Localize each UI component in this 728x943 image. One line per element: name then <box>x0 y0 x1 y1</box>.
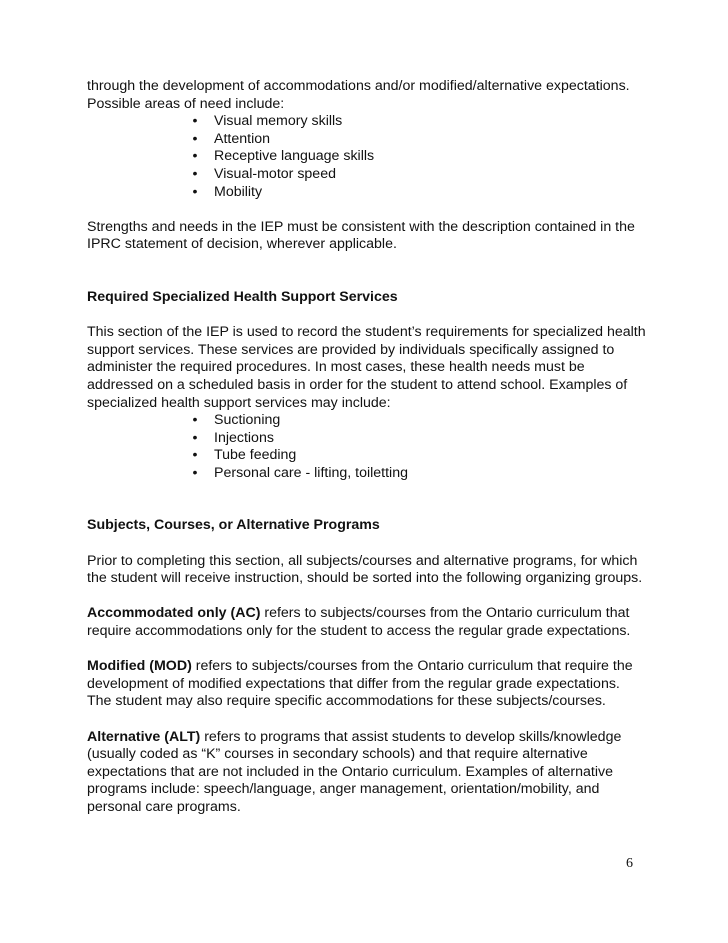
subjects-heading: Subjects, Courses, or Alternative Programs <box>87 517 380 534</box>
bullet-icon: • <box>192 113 198 130</box>
bullet-icon: • <box>192 447 198 464</box>
list-item: • Visual-motor speed <box>188 166 647 184</box>
list-item: • Visual memory skills <box>188 113 647 131</box>
definition-term: Accommodated only (AC) <box>87 605 261 622</box>
list-item: • Attention <box>188 131 647 149</box>
subjects-intro: Prior to completing this section, all subjects/courses and alternative programs, for which the student will receive instruction, should be sorted into the following organizing groups. <box>87 552 643 587</box>
health-heading: Required Specialized Health Support Services <box>87 288 398 305</box>
list-item: • Tube feeding <box>188 447 647 465</box>
definition-alternative <box>87 729 647 817</box>
definition-text: refers to subjects/courses from the Ontario curriculum that require the development of modified expectations that differ from the regular grade expectations. The student may also require specific accommodations for these subjects/courses. <box>87 658 633 710</box>
bullet-icon: • <box>192 412 198 429</box>
definition-accommodated <box>87 605 647 640</box>
bullet-icon: • <box>192 429 198 446</box>
definition-modified <box>87 658 647 711</box>
intro-text <box>87 78 647 113</box>
bullet-icon: • <box>192 464 198 481</box>
page-number: 6 <box>626 856 633 871</box>
definition-text: refers to programs that assist students to develop skills/knowledge (usually coded as “K” courses in secondary schools) and that require alternative expectations that are not included in the Ontario curriculum. Examples of alternative programs include: speech/language, anger management, orientation/mobility, and personal care programs. <box>87 728 622 815</box>
list-item: • Personal care - lifting, toiletting <box>188 465 647 483</box>
list-item: • Injections <box>188 430 647 448</box>
intro-line-2: Possible areas of need include: <box>87 95 285 112</box>
list-item: • Suctioning <box>188 412 647 430</box>
strengths-paragraph: Strengths and needs in the IEP must be consistent with the description contained in the IPRC statement of decision, wherever applicable. <box>87 218 635 253</box>
list-item: • Mobility <box>188 184 647 202</box>
bullet-icon: • <box>192 148 198 165</box>
health-paragraph: This section of the IEP is used to record the student’s requirements for specialized health support services. These services are provided by individuals specifically assigned to administer the required procedures. In most cases, these health needs must be addressed on a scheduled basis in order for the student to attend school. Examples of specialized health support services may include: <box>87 324 646 411</box>
bullet-icon: • <box>192 130 198 147</box>
intro-line-1: through the development of accommodations and/or modified/alternative expectations. <box>87 78 630 94</box>
bullet-icon: • <box>192 165 198 182</box>
needs-list <box>87 113 647 201</box>
bullet-icon: • <box>192 183 198 200</box>
list-item: • Receptive language skills <box>188 148 647 166</box>
services-list <box>87 412 647 482</box>
definition-text: refers to subjects/courses from the Ontario curriculum that require accommodations only for the student to access the regular grade expectations. <box>87 605 631 640</box>
definition-term: Alternative (ALT) <box>87 728 201 745</box>
definition-term: Modified (MOD) <box>87 658 192 675</box>
page-content <box>87 78 647 817</box>
